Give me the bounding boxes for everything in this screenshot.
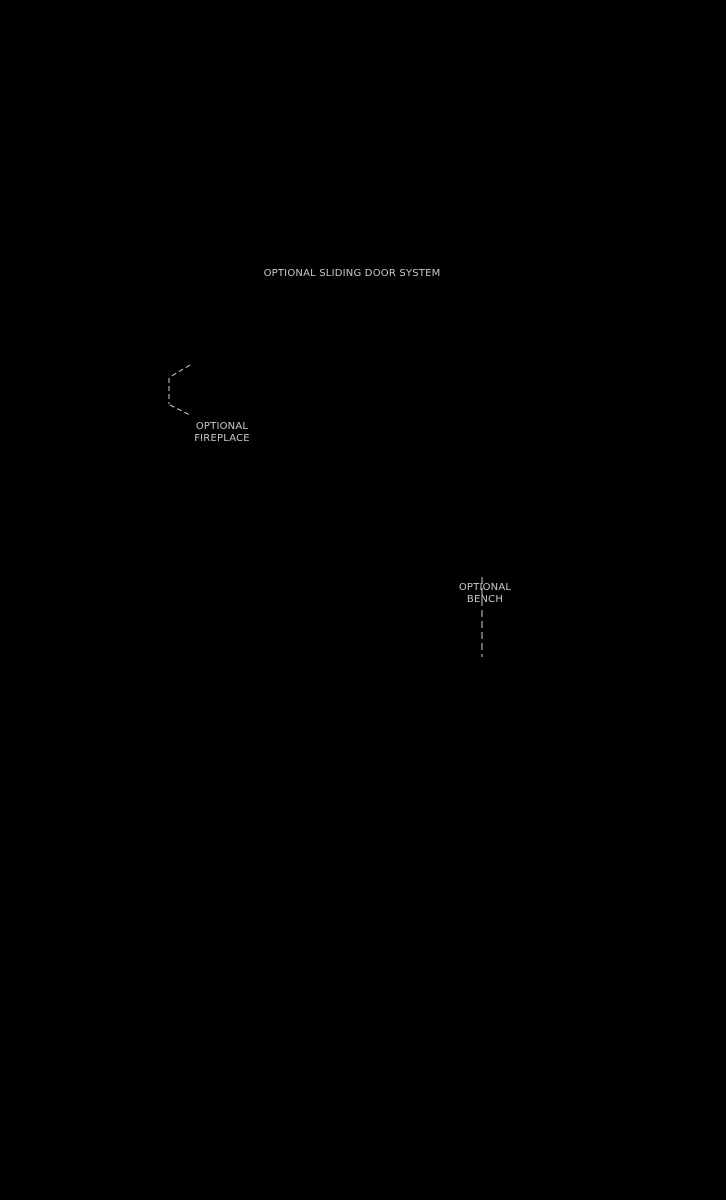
fireplace-label-line-1: OPTIONAL [195, 421, 249, 432]
sliding-door-label: OPTIONAL SLIDING DOOR SYSTEM [263, 268, 441, 279]
bench-label-line-1: OPTIONAL [458, 582, 512, 593]
optional-fireplace-outline [169, 365, 190, 415]
bench-label [446, 582, 524, 606]
bench-label-line-2: BENCH [466, 594, 504, 605]
fireplace-outline-top-edge [170, 365, 190, 377]
fireplace-label [182, 421, 262, 445]
fireplace-label-line-2: FIREPLACE [194, 433, 250, 444]
fireplace-outline-bottom-edge [170, 405, 190, 415]
